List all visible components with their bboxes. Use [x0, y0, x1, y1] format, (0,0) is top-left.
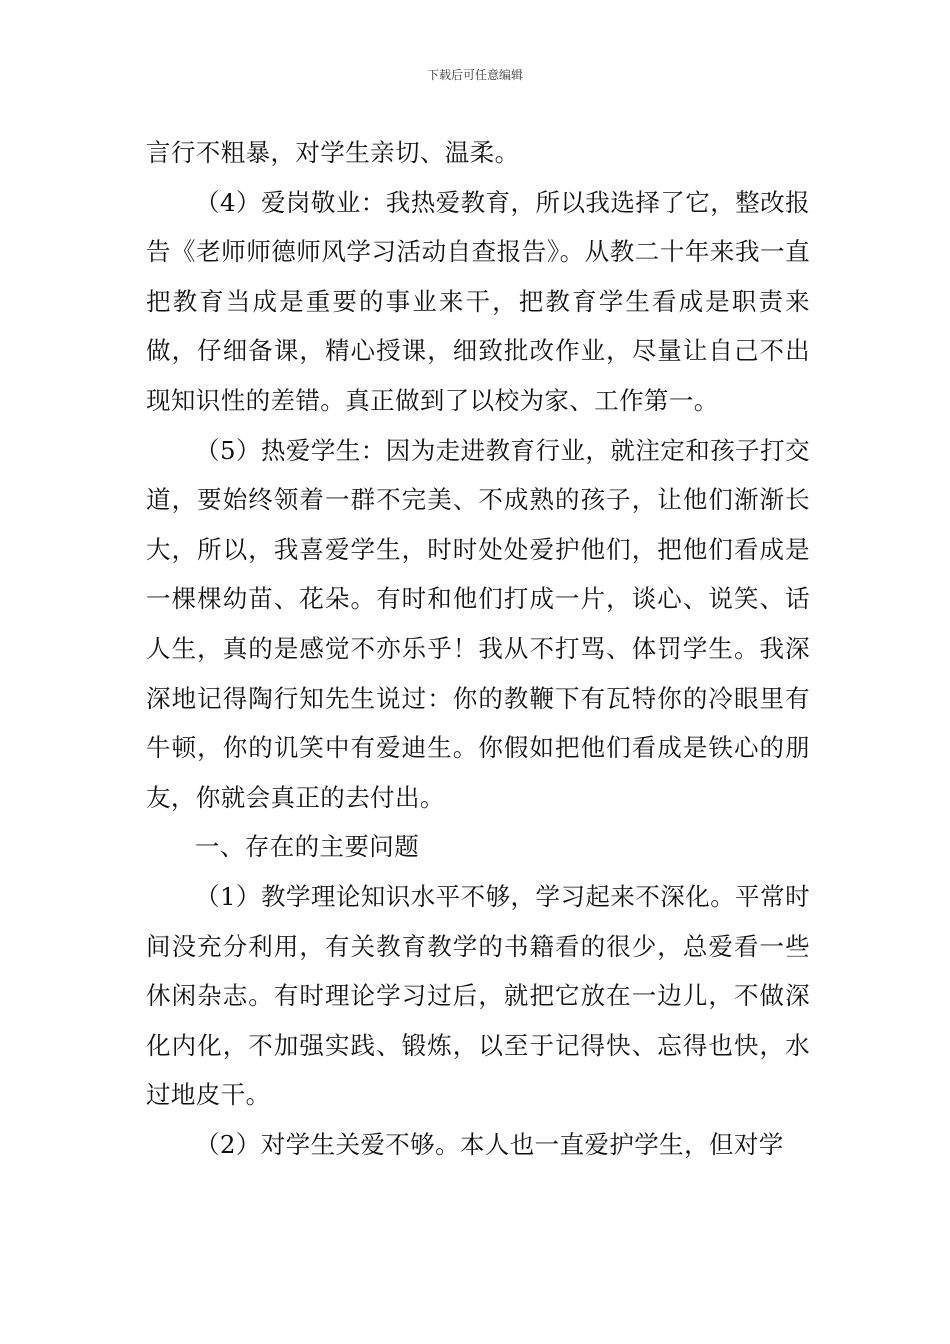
paragraph-problem-1: （1）教学理论知识水平不够，学习起来不深化。平常时间没充分利用，有关教育教学的书籍看的很少，总爱看一些休闲杂志。有时理论学习过后，就把它放在一边儿，不做深化内化，不加强实践、锻炼，以至于记得快、忘得也快，水过地皮干。: [146, 881, 810, 1110]
paragraph-love-students: （5）热爱学生：因为走进教育行业，就注定和孩子打交道，要始终领着一群不完美、不成熟的孩子，让他们渐渐长大，所以，我喜爱学生，时时处处爱护他们，把他们看成是一棵棵幼苗、花朵。有时和他们打成一片，谈心、说笑、话人生，真的是感觉不亦乐乎！我从不打骂、体罚学生。我深深地记得陶行知先生说过：你的教鞭下有瓦特你的冷眼里有牛顿，你的讥笑中有爱迪生。你假如把他们看成是铁心的朋友，你就会真正的去付出。: [146, 435, 810, 812]
paragraph-continuation: 言行不粗暴，对学生亲切、温柔。: [146, 138, 520, 167]
paragraph-problem-2: （2）对学生关爱不够。本人也一直爱护学生，但对学: [195, 1129, 784, 1159]
document-body: [146, 128, 810, 1169]
page-header: 下载后可任意编辑: [426, 68, 523, 82]
section-heading: 一、存在的主要问题: [195, 832, 420, 862]
paragraph-dedication: （4）爱岗敬业：我热爱教育，所以我选择了它，整改报告《老师师德师风学习活动自查报告》。从教二十年来我一直把教育当成是重要的事业来干，把教育学生看成是职责来做，仔细备课，精心授课，细致批改作业，尽量让自己不出现知识性的差错。真正做到了以校为家、工作第一。: [146, 187, 810, 415]
